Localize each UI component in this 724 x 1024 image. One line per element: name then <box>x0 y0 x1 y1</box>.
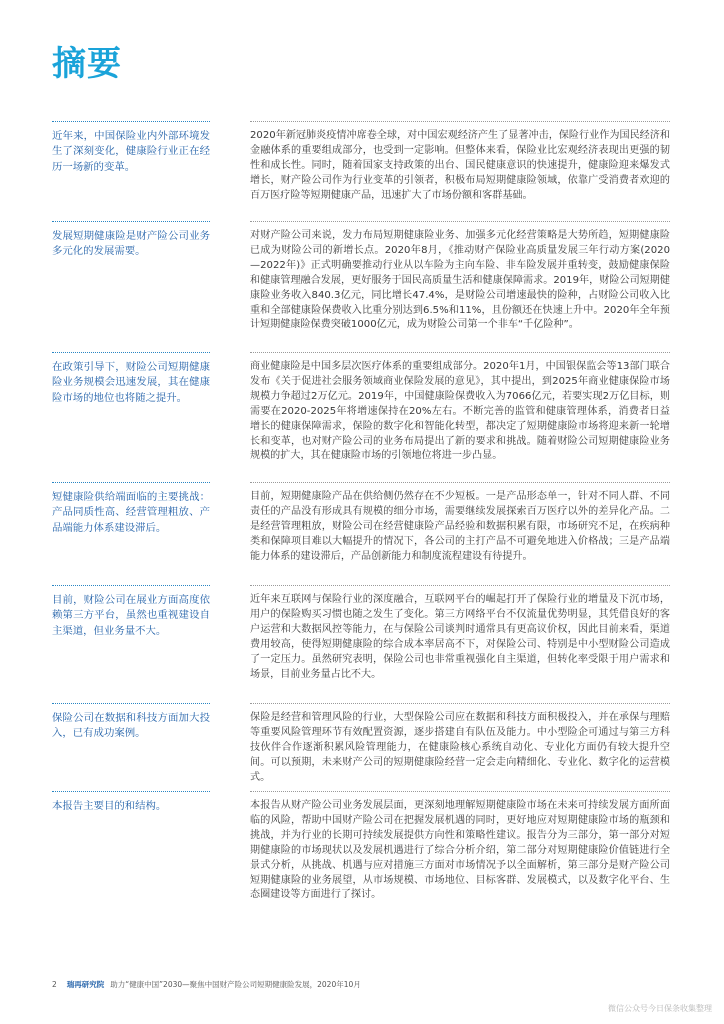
section-summary: 目前，财险公司在展业方面高度依赖第三方平台，虽然也重视建设自主渠道，但业务量不大。 <box>52 594 210 637</box>
section-divider-left <box>52 585 210 586</box>
footer-brand: 瑞再研究院 <box>66 980 105 989</box>
section-summary: 保险公司在数据和科技方面加大投入，已有成功案例。 <box>52 712 210 740</box>
section-summary: 短健康险供给端面临的主要挑战：产品同质性高、经营管理粗放、产品端能力体系建设滞后。 <box>52 491 210 534</box>
page-number: 2 <box>52 980 57 989</box>
section-divider-left <box>52 221 210 222</box>
section-summary: 近年来，中国保险业内外部环境发生了深刻变化，健康险行业正在经历一场新的变革。 <box>52 130 210 173</box>
section-body: 商业健康险是中国多层次医疗体系的重要组成部分。2020年1月，中国银保监会等13部门联合发布《关于促进社会服务领域商业保险发展的意见》，其中提出，到2025年商业健康保险市场规模力争超过2万亿元。2019年，中国健康险保费收入为7066亿元，若要实现2万亿目标，则需要在2020-2025年将增速保持在20%左右。不断完善的监管和健康管理体系，消费者日益增长的健康保障需求，保险的数字化和智能化转型，都决定了短期健康险市场将迎来新一轮增长和变革，也对财产险公司的业务布局提出了新的要求和挑战。随着财险公司短期健康险业务规模的扩大，其在健康险市场的引领地位将进一步凸显。 <box>250 361 670 462</box>
section-divider-left <box>52 791 210 792</box>
section-divider-left <box>52 121 210 122</box>
section-divider-right <box>250 703 670 704</box>
section-body: 保险是经营和管理风险的行业，大型保险公司应在数据和科技方面积极投入，并在承保与理赔等重要风险管理环节有效配置资源，逐步搭建自有队伍及能力。中小型险企可通过与第三方科技伙伴合作逐渐积累风险管理能力，在健康险核心系统自动化、专业化方面仍有较大提升空间。可以预期，未来财产公司的短期健康险经营一定会走向精细化、专业化、数字化的运营模式。 <box>250 712 670 783</box>
page-title: 摘要 <box>52 44 122 84</box>
section-summary: 在政策引导下，财险公司短期健康险业务规模会迅速发展，其在健康险市场的地位也将随之提升。 <box>52 361 210 404</box>
section-divider-right <box>250 121 670 122</box>
section-body: 本报告从财产险公司业务发展层面，更深刻地理解短期健康险市场在未来可持续发展方面所面临的风险，帮助中国财产险公司在把握发展机遇的同时，更好地应对短期健康险市场的瓶颈和挑战，并为行业的长期可持续发展提供方向性和策略性建议。报告分为三部分，第一部分对短期健康险的市场现状以及发展机遇进行了综合分析介绍，第二部分对短期健康险价值链进行全景式分析，从挑战、机遇与应对措施三方面对市场情况予以全面解析，第三部分是财产险公司短期健康险的业务展望，从市场规模、市场地位、目标客群、发展模式，以及数字化平台、生态圈建设等方面进行了探讨。 <box>250 800 670 901</box>
page-footer <box>52 979 361 990</box>
section-divider-left <box>52 352 210 353</box>
section-summary: 发展短期健康险是财产险公司业务多元化的发展需要。 <box>52 230 210 258</box>
section-divider-left <box>52 703 210 704</box>
section-body: 2020年新冠肺炎疫情冲席卷全球，对中国宏观经济产生了显著冲击，保险行业作为国民经济和金融体系的重要组成部分，也受到一定影响。但整体来看，保险业比宏观经济表现出更强的韧性和成长性。同时，随着国家支持政策的出台、国民健康意识的快速提升，健康险迎来爆发式增长，财产险公司作为行业变革的引领者，积极布局短期健康险领域，依靠广受消费者欢迎的百万医疗险等短期健康产品，迅速扩大了市场份额和客群基础。 <box>250 130 670 201</box>
section-summary: 本报告主要目的和结构。 <box>52 800 167 812</box>
section-divider-right <box>250 221 670 222</box>
section-divider-left <box>52 482 210 483</box>
section-divider-right <box>250 482 670 483</box>
footer-text: 助力“健康中国”2030—聚焦中国财产险公司短期健康险发展，2020年10月 <box>110 980 361 989</box>
section-divider-right <box>250 585 670 586</box>
section-body: 对财产险公司来说，发力布局短期健康险业务、加强多元化经营策略是大势所趋，短期健康险已成为财险公司的新增长点。2020年8月，《推动财产保险业高质量发展三年行动方案(2020—2022年)》正式明确要推动行业从以车险为主向车险、非车险发展并重转变，鼓励健康保险和健康管理融合发展，更好服务于国民高质量生活和健康保障需求。2019年，财险公司短期健康险业务收入840.3亿元，同比增长47.4%，是财险公司增速最快的险种，占财险公司收入比重和全部健康险保费收入比重分别达到6.5%和11%，且份额还在快速上升中。2020年全年预计短期健康险保费突破1000亿元，成为财险公司第一个非车“千亿险种”。 <box>250 230 670 331</box>
watermark-text: 微信公众号今日保条收集整理 <box>608 1004 712 1013</box>
section-body: 目前，短期健康险产品在供给侧仍然存在不少短板。一是产品形态单一，针对不同人群、不同责任的产品没有形成具有规模的细分市场，需要继续发展探索百万医疗以外的差异化产品。二是经营管理粗放，财险公司在经营健康险产品经验和数据积累有限，市场研究不足，在疾病种类和保障项目难以大幅提升的情况下，各公司的主打产品不可避免地进入价格战；三是产品端能力体系的建设滞后，产品创新能力和制度流程建设有待提升。 <box>250 491 670 562</box>
section-divider-right <box>250 352 670 353</box>
section-body: 近年来互联网与保险行业的深度融合，互联网平台的崛起打开了保险行业的增量及下沉市场，用户的保险购买习惯也随之发生了变化。第三方网络平台不仅流量优势明显，其凭借良好的客户运营和大数据风控等能力，在与保险公司谈判时通常具有更高议价权，因此目前来看，渠道费用较高，使得短期健康险的综合成本率居高不下，对保险公司、特别是中小型财险公司造成了一定压力。虽然研究表明，保险公司也非常重视强化自主渠道，但转化率受限于用户需求和场景，目前业务量占比不大。 <box>250 594 670 680</box>
section-divider-right <box>250 791 670 792</box>
